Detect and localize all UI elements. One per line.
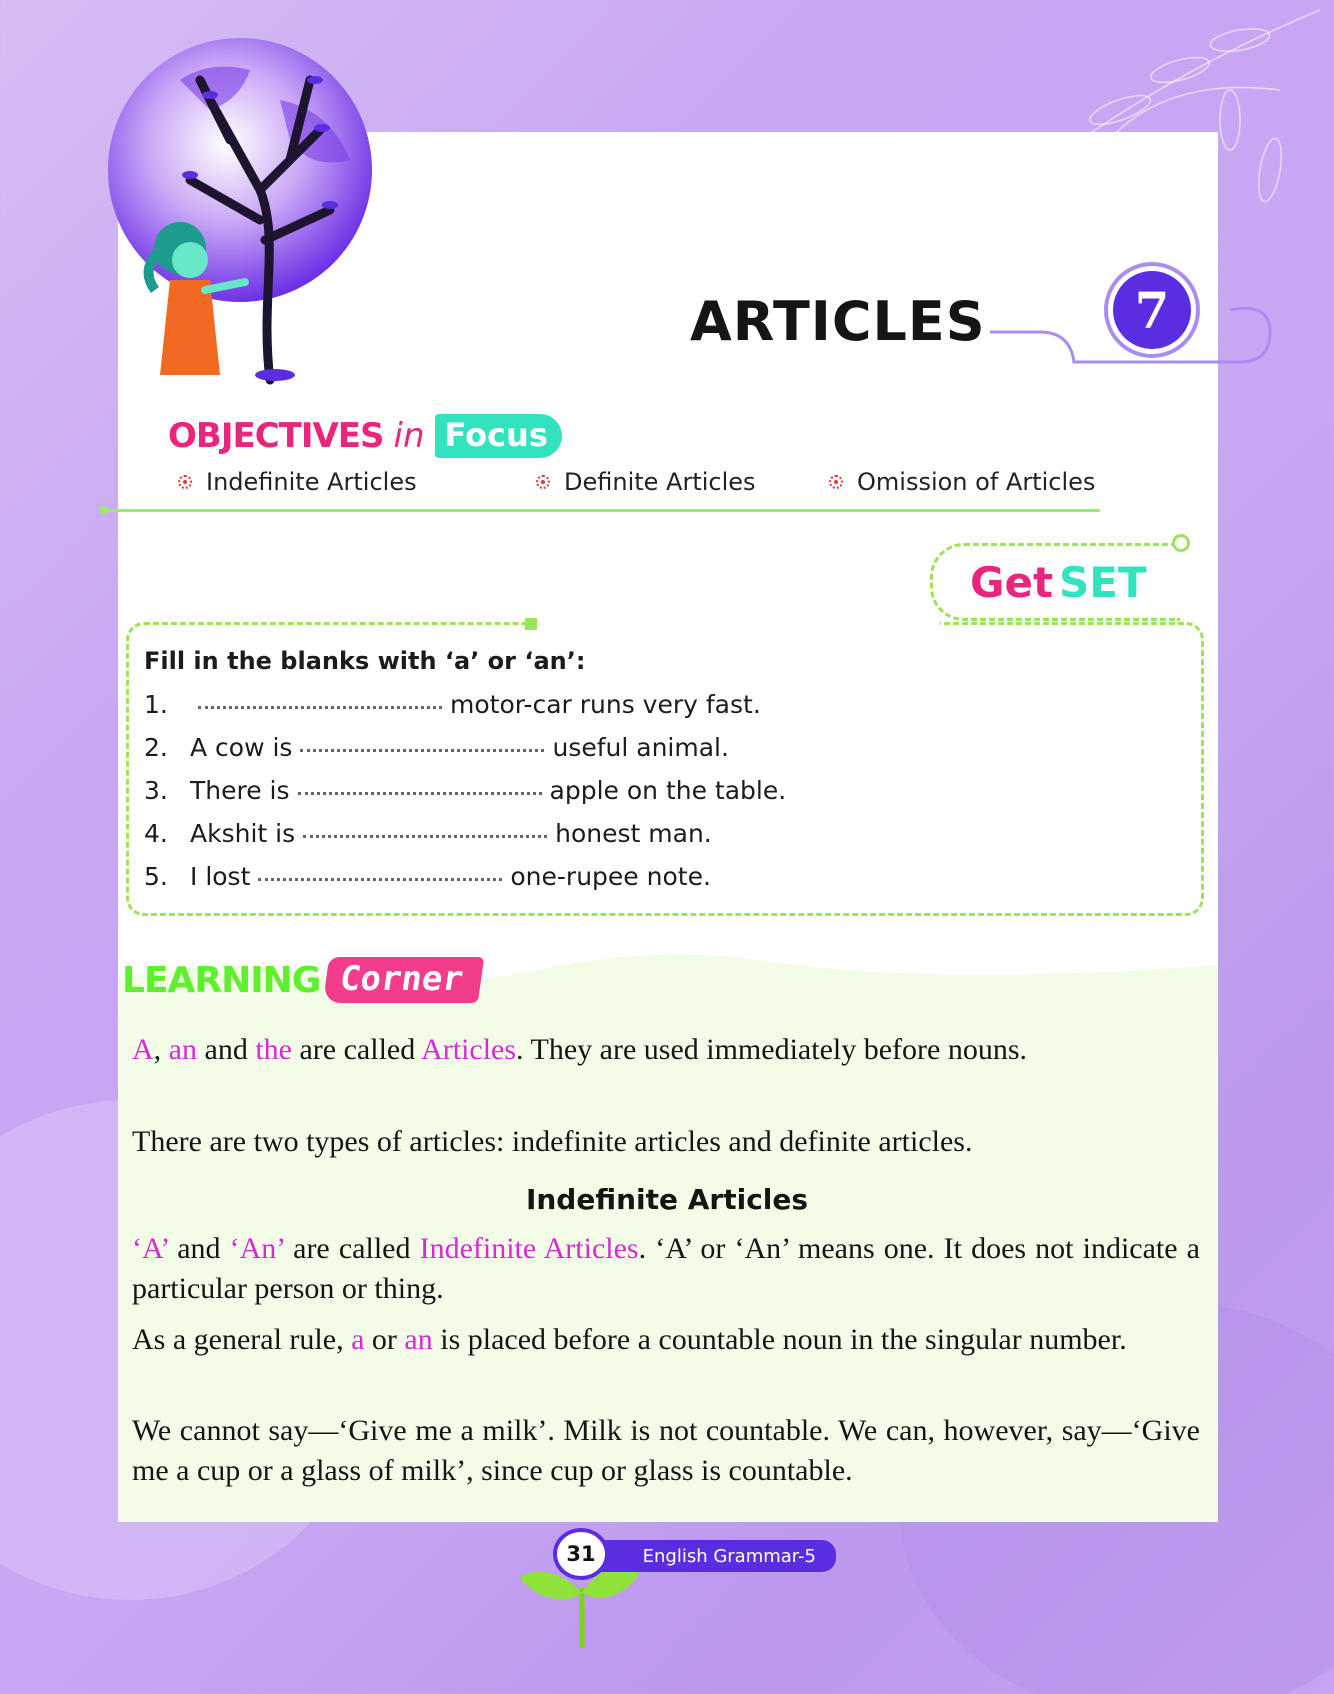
text: are called	[291, 1033, 422, 1066]
bullet-icon	[829, 475, 843, 489]
paragraph-indefinite	[132, 1229, 1200, 1309]
item-number: 5.	[144, 862, 168, 891]
book-title-band: English Grammar-5	[560, 1540, 836, 1572]
exercise-box-marker	[525, 618, 537, 630]
chapter-number: 7	[1113, 271, 1191, 349]
bullet-icon	[178, 475, 192, 489]
item-number: 2.	[144, 733, 168, 762]
get-set-label	[970, 558, 1147, 607]
answer-blank[interactable]	[258, 878, 502, 881]
get-word: Get	[970, 558, 1054, 607]
answer-blank[interactable]	[198, 706, 442, 709]
exercise-item	[144, 776, 786, 805]
paragraph-milk-example: We cannot say—‘Give me a milk’. Milk is not countable. We can, however, say—‘Give me a cup or a glass of milk’, since cup or glass is countable.	[132, 1414, 1200, 1487]
set-word: SET	[1059, 558, 1147, 607]
text: ,	[153, 1033, 169, 1066]
text: and	[168, 1232, 230, 1265]
text: or	[364, 1323, 405, 1356]
objective-label: Definite Articles	[564, 468, 756, 496]
text: are called	[284, 1232, 420, 1265]
item-text-after: apple on the table.	[549, 776, 787, 805]
highlight-term: ‘A’	[132, 1232, 169, 1265]
chapter-number-badge	[1104, 262, 1200, 358]
objective-item	[829, 468, 1095, 496]
highlight-term: an	[404, 1323, 433, 1356]
text: . ‘A’ or ‘An’ means one. It does not indicate a particular person or thing.	[132, 1232, 1200, 1305]
item-text-before: I lost	[190, 862, 251, 891]
objective-item	[178, 468, 417, 496]
objective-item	[536, 468, 756, 496]
objectives-heading	[168, 414, 562, 458]
corner-tag: Corner	[323, 957, 484, 1003]
globe-tree-illustration	[60, 20, 400, 390]
highlight-term: A	[132, 1033, 154, 1066]
item-number: 3.	[144, 776, 168, 805]
highlight-term: an	[168, 1033, 197, 1066]
paragraph-types: There are two types of articles: indefinite articles and definite articles.	[132, 1125, 973, 1158]
page-number: 31	[553, 1528, 609, 1580]
exercise-box-gap	[540, 614, 940, 628]
objectives-divider	[104, 509, 1100, 512]
objectives-list	[0, 468, 1334, 502]
item-text-after: one-rupee note.	[510, 862, 711, 891]
text: is placed before a countable noun in the singular number.	[432, 1323, 1127, 1356]
objective-label: Indefinite Articles	[206, 468, 417, 496]
bullet-icon	[536, 475, 550, 489]
paragraph-intro	[132, 1030, 1200, 1070]
item-text-before: There is	[190, 776, 290, 805]
item-text-after: motor-car runs very fast.	[450, 690, 761, 719]
highlight-term: Articles	[421, 1033, 517, 1066]
paragraph-rule	[132, 1320, 1200, 1360]
answer-blank[interactable]	[300, 749, 544, 752]
learning-word: LEARNING	[122, 959, 321, 1001]
exercise-instructions: Fill in the blanks with ‘a’ or ‘an’:	[144, 647, 586, 675]
text: . They are used immediately before nouns.	[516, 1033, 1027, 1066]
highlight-term: the	[255, 1033, 292, 1066]
text: As a general rule,	[132, 1323, 352, 1356]
exercise-item	[144, 690, 761, 719]
exercise-item	[144, 862, 711, 891]
learning-corner-heading	[122, 957, 481, 1003]
item-text-before: Akshit is	[190, 819, 296, 848]
highlight-term: Indefinite Articles	[419, 1232, 639, 1265]
item-text-after: honest man.	[555, 819, 712, 848]
item-number: 4.	[144, 819, 168, 848]
objectives-focus-tag: Focus	[435, 414, 562, 458]
answer-blank[interactable]	[303, 835, 547, 838]
item-number: 1.	[144, 690, 168, 719]
exercise-item	[144, 733, 729, 762]
item-text-before: A cow is	[190, 733, 293, 762]
objectives-word: OBJECTIVES	[168, 416, 384, 456]
objective-label: Omission of Articles	[857, 468, 1096, 496]
highlight-term: ‘An’	[229, 1232, 285, 1265]
chapter-title: ARTICLES	[690, 290, 986, 353]
text: and	[197, 1033, 256, 1066]
item-text-after: useful animal.	[552, 733, 729, 762]
get-set-dot	[1172, 534, 1190, 552]
objectives-in: in	[393, 416, 425, 456]
highlight-term: a	[351, 1323, 365, 1356]
exercise-item	[144, 819, 712, 848]
answer-blank[interactable]	[298, 792, 542, 795]
section-heading: Indefinite Articles	[525, 1183, 809, 1216]
